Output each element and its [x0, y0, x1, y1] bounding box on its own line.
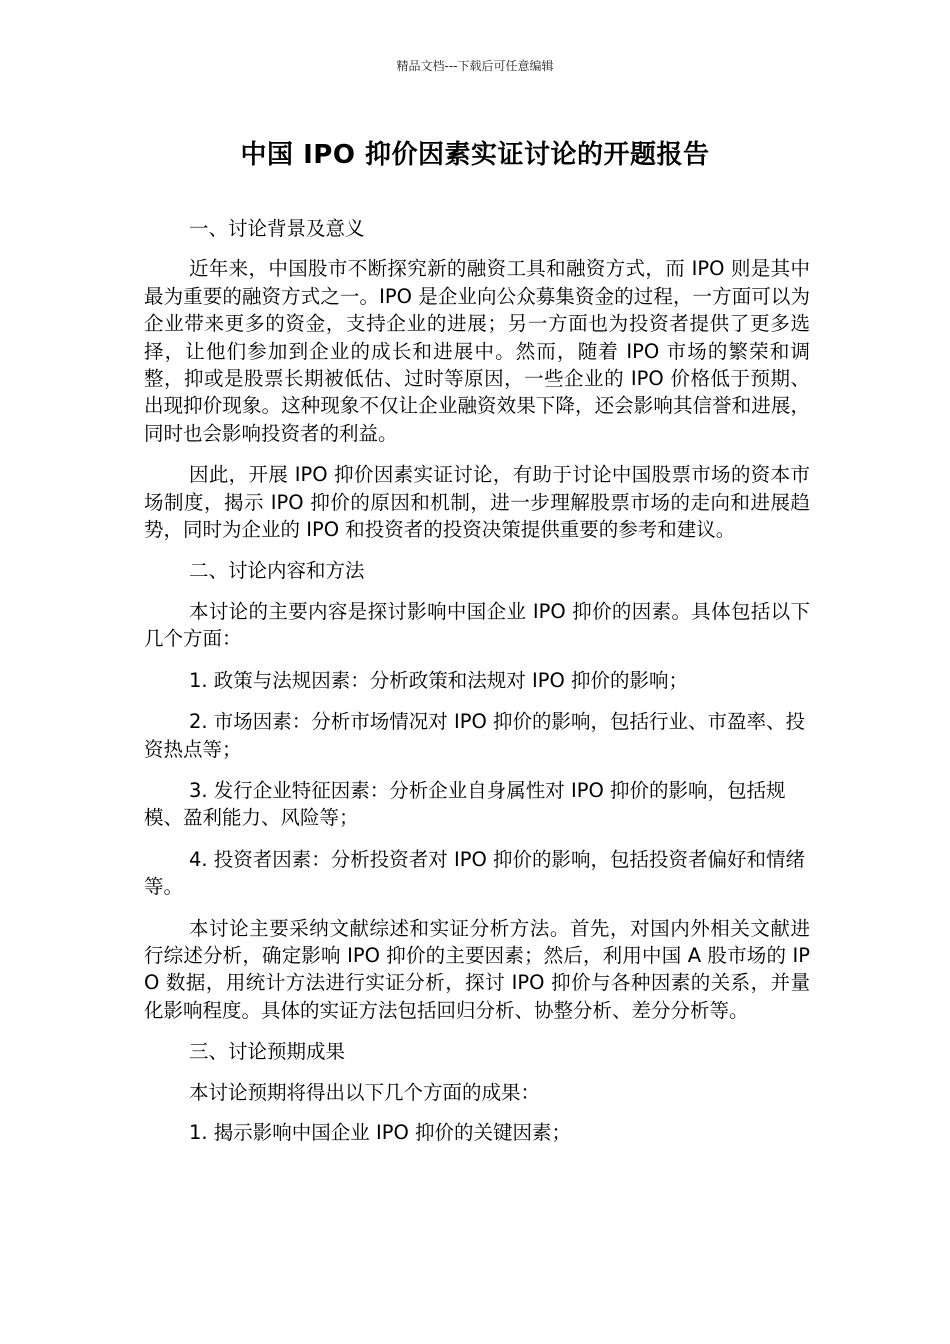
- paragraph-content-intro: 本讨论的主要内容是探讨影响中国企业 IPO 抑价的因素。具体包括以下几个方面：: [144, 599, 810, 651]
- header-note: 精品文档---下载后可任意编辑: [396, 59, 554, 73]
- list-item-issuer: 3. 发行企业特征因素：分析企业自身属性对 IPO 抑价的影响，包括规模、盈利能力、风险等；: [144, 778, 786, 830]
- list-item-policy: 1. 政策与法规因素：分析政策和法规对 IPO 抑价的影响；: [189, 668, 689, 692]
- section-heading-background: 一、讨论背景及意义: [189, 217, 365, 240]
- list-item-investor: 4. 投资者因素：分析投资者对 IPO 抑价的影响，包括投资者偏好和情绪等。: [144, 847, 806, 899]
- list-item-result-1: 1. 揭示影响中国企业 IPO 抑价的关键因素；: [189, 1120, 572, 1144]
- list-item-market: 2. 市场因素：分析市场情况对 IPO 抑价的影响，包括行业、市盈率、投资热点等；: [144, 710, 806, 761]
- paragraph-background-2: 因此，开展 IPO 抑价因素实证讨论，有助于讨论中国股票市场的资本市场制度，揭示 IPO 抑价的原因和机制，进一步理解股票市场的走向和进展趋势，同时为企业的 IPO 和投资者的投资决策提供重要的参考和建议。: [144, 463, 810, 542]
- section-heading-expected-results: 三、讨论预期成果: [189, 1040, 346, 1064]
- page-title: 中国 IPO 抑价因素实证讨论的开题报告: [240, 140, 710, 170]
- paragraph-methods: 本讨论主要采纳文献综述和实证分析方法。首先，对国内外相关文献进行综述分析，确定影响 IPO 抑价的主要因素；然后，利用中国 A 股市场的 IPO 数据，用统计方法进行实证分析，探讨 IPO 抑价与各种因素的关系，并量化影响程度。具体的实证方法包括回归分析、协整分析、差分分析等。: [144, 916, 810, 1022]
- paragraph-background-1: 近年来，中国股市不断探究新的融资工具和融资方式，而 IPO 则是其中最为重要的融资方式之一。IPO 是企业向公众募集资金的过程，一方面可以为企业带来更多的资金，支持企业的进展；另一方面也为投资者提供了更多选择，让他们参加到企业的成长和进展中。然而，随着 IPO 市场的繁荣和调整，抑或是股票长期被低估、过时等原因，一些企业的 IPO 价格低于预期、出现抑价现象。这种现象不仅让企业融资效果下降，还会影响其信誉和进展，同时也会影响投资者的利益。: [144, 257, 810, 445]
- document-body: [144, 215, 810, 1160]
- section-heading-content-method: 二、讨论内容和方法: [189, 559, 365, 583]
- paragraph-results-intro: 本讨论预期将得出以下几个方面的成果：: [189, 1080, 541, 1104]
